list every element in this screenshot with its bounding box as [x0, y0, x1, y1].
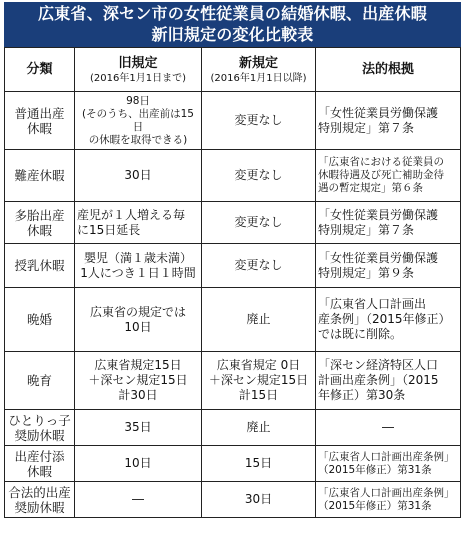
row-category: 出産付添 休暇 — [5, 446, 75, 482]
header-category: 分類 — [5, 48, 75, 92]
row-old: 30日 — [75, 150, 202, 202]
row-basis: 「女性従業員労働保護 特別規定」第９条 — [316, 244, 461, 288]
header-new — [202, 48, 316, 92]
header-old — [75, 48, 202, 92]
table-row — [5, 352, 461, 410]
row-old: 35日 — [75, 410, 202, 446]
table-row — [5, 202, 461, 244]
header-basis: 法的根拠 — [316, 48, 461, 92]
row-new: 広東省規定 0日 ＋深セン規定15日 計15日 — [202, 352, 316, 410]
row-category: 多胎出産 休暇 — [5, 202, 75, 244]
row-new: 廃止 — [202, 410, 316, 446]
row-basis: 「女性従業員労働保護 特別規定」第７条 — [316, 202, 461, 244]
header-new-label: 新規定 — [238, 55, 278, 71]
table-row — [5, 446, 461, 482]
header-row — [5, 48, 461, 92]
table-row — [5, 288, 461, 352]
row-category: 難産休暇 — [5, 150, 75, 202]
title-line-2: 新旧規定の変化比較表 — [151, 25, 314, 44]
row-new: 変更なし — [202, 92, 316, 150]
row-old: 産児が１人増える毎 に15日延長 — [75, 202, 202, 244]
row-basis: ― — [316, 410, 461, 446]
comparison-table — [4, 47, 461, 518]
row-basis: 「広東省人口計画出産条例」 （2015年修正）第31条 — [316, 482, 461, 518]
row-new: 変更なし — [202, 202, 316, 244]
table-row — [5, 92, 461, 150]
row-category: 晩育 — [5, 352, 75, 410]
title-line-1: 広東省、深セン市の女性従業員の結婚休暇、出産休暇 — [38, 4, 427, 23]
table-row — [5, 244, 461, 288]
row-basis: 「女性従業員労働保護 特別規定」第７条 — [316, 92, 461, 150]
row-basis: 「広東省における従業員の 休暇待遇及び死亡補助金待 遇の暫定規定」第６条 — [316, 150, 461, 202]
row-new: 変更なし — [202, 244, 316, 288]
table-row — [5, 482, 461, 518]
row-old: 広東省規定15日 ＋深セン規定15日 計30日 — [75, 352, 202, 410]
header-new-sub: (2016年1月1日以降) — [210, 72, 307, 84]
row-category: 合法的出産 奨励休暇 — [5, 482, 75, 518]
row-category: 授乳休暇 — [5, 244, 75, 288]
row-category: 晩婚 — [5, 288, 75, 352]
row-basis: 「広東省人口計画出 産条例」（2015年修正） では既に削除。 — [316, 288, 461, 352]
row-old: 広東省の規定では 10日 — [75, 288, 202, 352]
row-new: 廃止 — [202, 288, 316, 352]
table-row — [5, 150, 461, 202]
row-basis: 「深セン経済特区人口 計画出産条例」（2015 年修正）第30条 — [316, 352, 461, 410]
row-basis: 「広東省人口計画出産条例」 （2015年修正）第31条 — [316, 446, 461, 482]
row-category: 普通出産 休暇 — [5, 92, 75, 150]
table-title — [4, 2, 461, 47]
row-new: 30日 — [202, 482, 316, 518]
row-old: 10日 — [75, 446, 202, 482]
table-row — [5, 410, 461, 446]
row-category: ひとりっ子 奨励休暇 — [5, 410, 75, 446]
row-new: 15日 — [202, 446, 316, 482]
row-old: 98日 (そのうち、出産前は15日 の休暇を取得できる) — [75, 92, 202, 150]
header-old-sub: (2016年1月1日まで) — [90, 72, 186, 84]
row-old: ― — [75, 482, 202, 518]
row-old: 嬰児（満１歳未満） 1人につき１日１時間 — [75, 244, 202, 288]
header-old-label: 旧規定 — [118, 55, 158, 71]
row-new: 変更なし — [202, 150, 316, 202]
